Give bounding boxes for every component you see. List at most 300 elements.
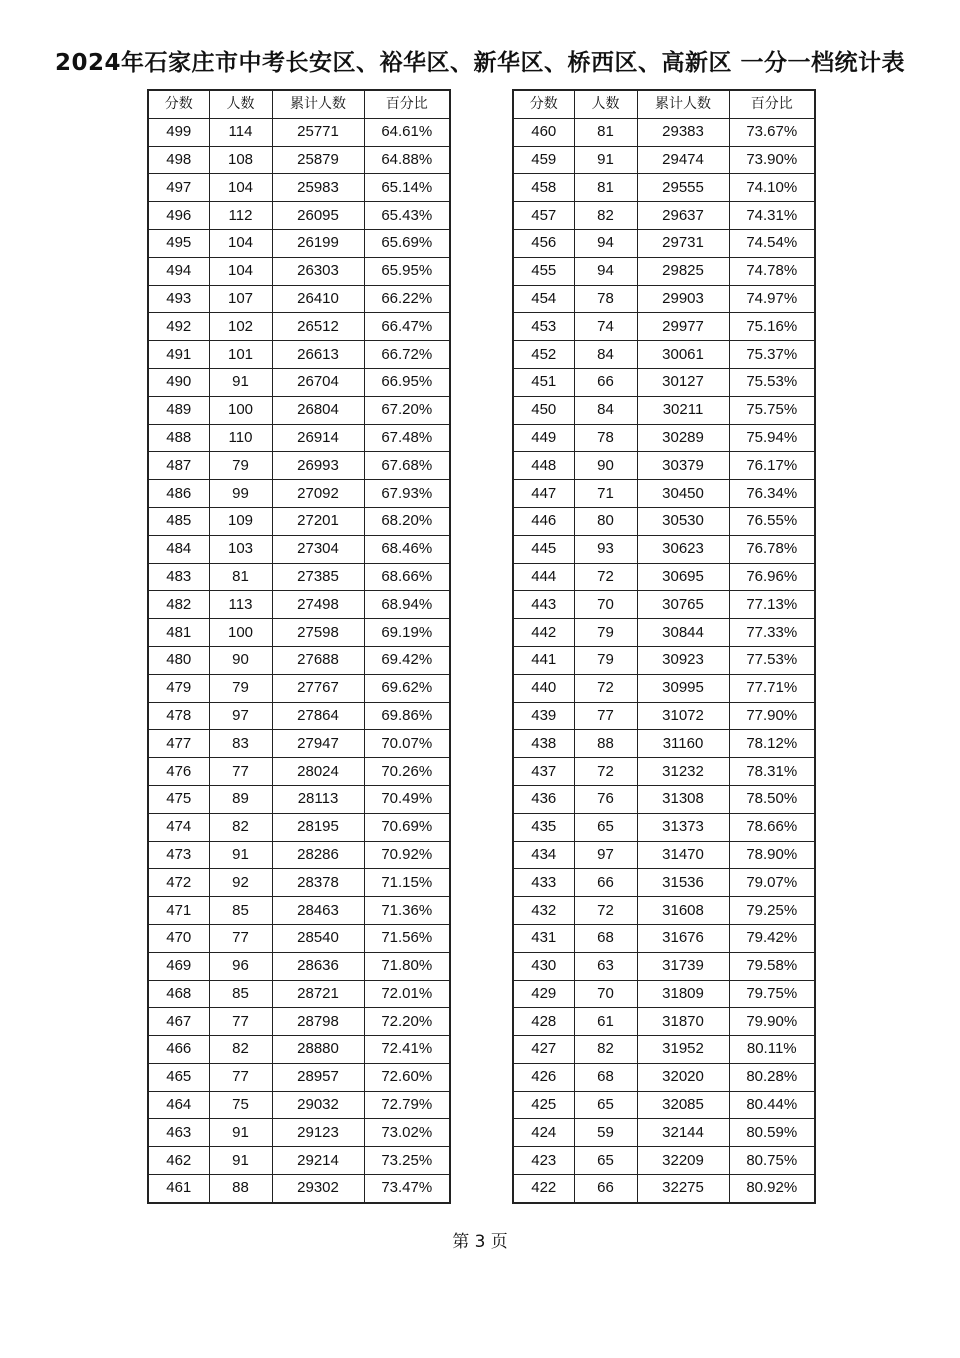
table-row bbox=[513, 730, 815, 758]
cell-percent: 66.22% bbox=[364, 285, 450, 313]
cell-cumulative: 29123 bbox=[272, 1119, 364, 1147]
cell-count: 93 bbox=[574, 535, 637, 563]
cell-count: 72 bbox=[574, 674, 637, 702]
table-row bbox=[148, 424, 450, 452]
cell-count: 83 bbox=[209, 730, 272, 758]
cell-score: 472 bbox=[148, 869, 209, 897]
cell-percent: 67.48% bbox=[364, 424, 450, 452]
table-row bbox=[148, 1063, 450, 1091]
cell-score: 470 bbox=[148, 924, 209, 952]
table-row bbox=[513, 952, 815, 980]
cell-count: 100 bbox=[209, 396, 272, 424]
cell-count: 94 bbox=[574, 229, 637, 257]
cell-percent: 78.50% bbox=[729, 785, 815, 813]
cell-count: 92 bbox=[209, 869, 272, 897]
cell-cumulative: 29214 bbox=[272, 1147, 364, 1175]
cell-score: 459 bbox=[513, 146, 574, 174]
table-row bbox=[513, 869, 815, 897]
cell-cumulative: 28540 bbox=[272, 924, 364, 952]
cell-score: 464 bbox=[148, 1091, 209, 1119]
cell-count: 97 bbox=[209, 702, 272, 730]
table-row bbox=[148, 674, 450, 702]
table-row bbox=[148, 341, 450, 369]
cell-percent: 75.16% bbox=[729, 313, 815, 341]
cell-count: 72 bbox=[574, 563, 637, 591]
cell-score: 458 bbox=[513, 174, 574, 202]
table-row bbox=[148, 758, 450, 786]
cell-percent: 75.75% bbox=[729, 396, 815, 424]
cell-score: 480 bbox=[148, 646, 209, 674]
cell-cumulative: 30127 bbox=[637, 368, 729, 396]
cell-score: 498 bbox=[148, 146, 209, 174]
cell-score: 481 bbox=[148, 619, 209, 647]
cell-count: 113 bbox=[209, 591, 272, 619]
cell-percent: 72.60% bbox=[364, 1063, 450, 1091]
cell-cumulative: 28880 bbox=[272, 1036, 364, 1064]
cell-count: 82 bbox=[574, 202, 637, 230]
cell-percent: 77.90% bbox=[729, 702, 815, 730]
table-row bbox=[513, 841, 815, 869]
cell-score: 457 bbox=[513, 202, 574, 230]
cell-cumulative: 29731 bbox=[637, 229, 729, 257]
cell-score: 444 bbox=[513, 563, 574, 591]
table-row bbox=[148, 1008, 450, 1036]
cell-count: 96 bbox=[209, 952, 272, 980]
cell-cumulative: 31232 bbox=[637, 758, 729, 786]
cell-count: 112 bbox=[209, 202, 272, 230]
table-row bbox=[148, 730, 450, 758]
cell-percent: 74.10% bbox=[729, 174, 815, 202]
cell-cumulative: 27598 bbox=[272, 619, 364, 647]
cell-cumulative: 28636 bbox=[272, 952, 364, 980]
cell-cumulative: 27947 bbox=[272, 730, 364, 758]
cell-cumulative: 31739 bbox=[637, 952, 729, 980]
cell-percent: 70.07% bbox=[364, 730, 450, 758]
cell-percent: 68.46% bbox=[364, 535, 450, 563]
cell-count: 108 bbox=[209, 146, 272, 174]
header-cumulative: 累计人数 bbox=[637, 90, 729, 118]
cell-cumulative: 27201 bbox=[272, 507, 364, 535]
cell-score: 488 bbox=[148, 424, 209, 452]
cell-score: 430 bbox=[513, 952, 574, 980]
cell-count: 90 bbox=[574, 452, 637, 480]
cell-percent: 71.56% bbox=[364, 924, 450, 952]
cell-count: 66 bbox=[574, 869, 637, 897]
cell-score: 461 bbox=[148, 1175, 209, 1203]
cell-score: 455 bbox=[513, 257, 574, 285]
cell-score: 492 bbox=[148, 313, 209, 341]
cell-score: 427 bbox=[513, 1036, 574, 1064]
cell-count: 104 bbox=[209, 257, 272, 285]
table-row bbox=[148, 174, 450, 202]
cell-cumulative: 25771 bbox=[272, 118, 364, 146]
table-row bbox=[148, 452, 450, 480]
table-row bbox=[513, 313, 815, 341]
cell-cumulative: 29903 bbox=[637, 285, 729, 313]
cell-percent: 69.19% bbox=[364, 619, 450, 647]
cell-count: 94 bbox=[574, 257, 637, 285]
cell-cumulative: 26303 bbox=[272, 257, 364, 285]
cell-score: 494 bbox=[148, 257, 209, 285]
table-header-row bbox=[513, 90, 815, 118]
cell-count: 109 bbox=[209, 507, 272, 535]
cell-count: 107 bbox=[209, 285, 272, 313]
table-row bbox=[148, 563, 450, 591]
table-row bbox=[513, 758, 815, 786]
cell-count: 77 bbox=[209, 758, 272, 786]
cell-cumulative: 26095 bbox=[272, 202, 364, 230]
cell-score: 460 bbox=[513, 118, 574, 146]
table-row bbox=[513, 118, 815, 146]
cell-count: 97 bbox=[574, 841, 637, 869]
cell-percent: 71.80% bbox=[364, 952, 450, 980]
table-row bbox=[513, 202, 815, 230]
cell-score: 447 bbox=[513, 480, 574, 508]
cell-percent: 78.66% bbox=[729, 813, 815, 841]
cell-cumulative: 32209 bbox=[637, 1147, 729, 1175]
cell-score: 469 bbox=[148, 952, 209, 980]
cell-count: 70 bbox=[574, 980, 637, 1008]
cell-cumulative: 30995 bbox=[637, 674, 729, 702]
table-row bbox=[148, 229, 450, 257]
cell-count: 82 bbox=[209, 1036, 272, 1064]
cell-score: 441 bbox=[513, 646, 574, 674]
cell-percent: 67.93% bbox=[364, 480, 450, 508]
cell-score: 446 bbox=[513, 507, 574, 535]
cell-percent: 76.34% bbox=[729, 480, 815, 508]
cell-cumulative: 31809 bbox=[637, 980, 729, 1008]
table-row bbox=[148, 924, 450, 952]
cell-cumulative: 28113 bbox=[272, 785, 364, 813]
cell-cumulative: 29383 bbox=[637, 118, 729, 146]
cell-count: 82 bbox=[209, 813, 272, 841]
cell-percent: 77.13% bbox=[729, 591, 815, 619]
cell-cumulative: 32275 bbox=[637, 1175, 729, 1203]
table-row bbox=[513, 452, 815, 480]
cell-count: 76 bbox=[574, 785, 637, 813]
table-row bbox=[148, 897, 450, 925]
cell-cumulative: 28463 bbox=[272, 897, 364, 925]
cell-count: 79 bbox=[209, 674, 272, 702]
table-row bbox=[148, 813, 450, 841]
table-row bbox=[148, 396, 450, 424]
table-row bbox=[148, 480, 450, 508]
table-row bbox=[148, 118, 450, 146]
table-row bbox=[513, 897, 815, 925]
cell-percent: 64.61% bbox=[364, 118, 450, 146]
table-row bbox=[513, 257, 815, 285]
cell-count: 71 bbox=[574, 480, 637, 508]
cell-cumulative: 31308 bbox=[637, 785, 729, 813]
cell-score: 466 bbox=[148, 1036, 209, 1064]
cell-percent: 70.92% bbox=[364, 841, 450, 869]
cell-count: 104 bbox=[209, 229, 272, 257]
cell-score: 499 bbox=[148, 118, 209, 146]
cell-percent: 80.44% bbox=[729, 1091, 815, 1119]
table-row bbox=[148, 1119, 450, 1147]
table-row bbox=[513, 646, 815, 674]
cell-score: 487 bbox=[148, 452, 209, 480]
cell-count: 79 bbox=[574, 619, 637, 647]
cell-cumulative: 30061 bbox=[637, 341, 729, 369]
table-header-row bbox=[148, 90, 450, 118]
table-row bbox=[148, 368, 450, 396]
table-row bbox=[513, 424, 815, 452]
cell-score: 491 bbox=[148, 341, 209, 369]
cell-percent: 65.43% bbox=[364, 202, 450, 230]
cell-percent: 79.42% bbox=[729, 924, 815, 952]
cell-cumulative: 25983 bbox=[272, 174, 364, 202]
cell-cumulative: 30844 bbox=[637, 619, 729, 647]
cell-cumulative: 26199 bbox=[272, 229, 364, 257]
cell-percent: 69.86% bbox=[364, 702, 450, 730]
cell-score: 478 bbox=[148, 702, 209, 730]
cell-count: 68 bbox=[574, 924, 637, 952]
cell-score: 496 bbox=[148, 202, 209, 230]
cell-score: 463 bbox=[148, 1119, 209, 1147]
cell-cumulative: 29555 bbox=[637, 174, 729, 202]
cell-cumulative: 26804 bbox=[272, 396, 364, 424]
cell-cumulative: 29825 bbox=[637, 257, 729, 285]
cell-count: 65 bbox=[574, 1147, 637, 1175]
cell-score: 474 bbox=[148, 813, 209, 841]
cell-score: 451 bbox=[513, 368, 574, 396]
cell-percent: 69.42% bbox=[364, 646, 450, 674]
table-row bbox=[513, 1063, 815, 1091]
cell-count: 59 bbox=[574, 1119, 637, 1147]
table-row bbox=[148, 535, 450, 563]
cell-percent: 71.36% bbox=[364, 897, 450, 925]
cell-cumulative: 26993 bbox=[272, 452, 364, 480]
cell-cumulative: 30695 bbox=[637, 563, 729, 591]
cell-score: 425 bbox=[513, 1091, 574, 1119]
cell-cumulative: 30923 bbox=[637, 646, 729, 674]
cell-percent: 74.54% bbox=[729, 229, 815, 257]
cell-count: 65 bbox=[574, 813, 637, 841]
cell-count: 104 bbox=[209, 174, 272, 202]
cell-score: 477 bbox=[148, 730, 209, 758]
cell-percent: 79.90% bbox=[729, 1008, 815, 1036]
cell-percent: 79.75% bbox=[729, 980, 815, 1008]
cell-count: 77 bbox=[209, 924, 272, 952]
table-row bbox=[513, 980, 815, 1008]
cell-score: 465 bbox=[148, 1063, 209, 1091]
cell-cumulative: 30379 bbox=[637, 452, 729, 480]
cell-percent: 68.94% bbox=[364, 591, 450, 619]
cell-count: 100 bbox=[209, 619, 272, 647]
cell-score: 495 bbox=[148, 229, 209, 257]
header-count: 人数 bbox=[574, 90, 637, 118]
cell-percent: 73.02% bbox=[364, 1119, 450, 1147]
table-row bbox=[148, 146, 450, 174]
cell-cumulative: 26512 bbox=[272, 313, 364, 341]
cell-percent: 76.55% bbox=[729, 507, 815, 535]
cell-cumulative: 31536 bbox=[637, 869, 729, 897]
table-row bbox=[148, 646, 450, 674]
cell-count: 65 bbox=[574, 1091, 637, 1119]
cell-percent: 65.69% bbox=[364, 229, 450, 257]
table-row bbox=[513, 341, 815, 369]
score-table-right bbox=[512, 89, 816, 1204]
table-row bbox=[513, 229, 815, 257]
table-row bbox=[513, 674, 815, 702]
table-row bbox=[513, 1119, 815, 1147]
cell-count: 82 bbox=[574, 1036, 637, 1064]
cell-percent: 74.31% bbox=[729, 202, 815, 230]
cell-percent: 70.69% bbox=[364, 813, 450, 841]
cell-score: 437 bbox=[513, 758, 574, 786]
cell-score: 493 bbox=[148, 285, 209, 313]
cell-count: 89 bbox=[209, 785, 272, 813]
cell-percent: 72.79% bbox=[364, 1091, 450, 1119]
cell-score: 462 bbox=[148, 1147, 209, 1175]
cell-percent: 66.47% bbox=[364, 313, 450, 341]
cell-percent: 73.90% bbox=[729, 146, 815, 174]
cell-cumulative: 28798 bbox=[272, 1008, 364, 1036]
cell-percent: 64.88% bbox=[364, 146, 450, 174]
cell-cumulative: 26613 bbox=[272, 341, 364, 369]
cell-percent: 77.33% bbox=[729, 619, 815, 647]
cell-count: 74 bbox=[574, 313, 637, 341]
table-row bbox=[513, 174, 815, 202]
cell-count: 85 bbox=[209, 897, 272, 925]
cell-score: 448 bbox=[513, 452, 574, 480]
cell-cumulative: 31608 bbox=[637, 897, 729, 925]
cell-count: 66 bbox=[574, 1175, 637, 1203]
table-row bbox=[148, 1175, 450, 1203]
cell-count: 78 bbox=[574, 424, 637, 452]
header-cumulative: 累计人数 bbox=[272, 90, 364, 118]
cell-cumulative: 31072 bbox=[637, 702, 729, 730]
cell-cumulative: 31676 bbox=[637, 924, 729, 952]
table-row bbox=[148, 313, 450, 341]
table-row bbox=[513, 146, 815, 174]
cell-cumulative: 29977 bbox=[637, 313, 729, 341]
cell-count: 110 bbox=[209, 424, 272, 452]
table-row bbox=[513, 1091, 815, 1119]
cell-percent: 65.95% bbox=[364, 257, 450, 285]
cell-count: 72 bbox=[574, 897, 637, 925]
cell-cumulative: 25879 bbox=[272, 146, 364, 174]
cell-cumulative: 29032 bbox=[272, 1091, 364, 1119]
cell-percent: 75.37% bbox=[729, 341, 815, 369]
cell-cumulative: 28957 bbox=[272, 1063, 364, 1091]
cell-cumulative: 26410 bbox=[272, 285, 364, 313]
table-row bbox=[513, 1175, 815, 1203]
cell-percent: 77.53% bbox=[729, 646, 815, 674]
cell-count: 91 bbox=[574, 146, 637, 174]
cell-count: 101 bbox=[209, 341, 272, 369]
cell-count: 80 bbox=[574, 507, 637, 535]
cell-score: 435 bbox=[513, 813, 574, 841]
cell-cumulative: 27092 bbox=[272, 480, 364, 508]
cell-count: 91 bbox=[209, 1119, 272, 1147]
cell-count: 84 bbox=[574, 341, 637, 369]
cell-count: 114 bbox=[209, 118, 272, 146]
table-row bbox=[513, 619, 815, 647]
table-row bbox=[513, 368, 815, 396]
cell-cumulative: 28721 bbox=[272, 980, 364, 1008]
cell-score: 431 bbox=[513, 924, 574, 952]
cell-count: 91 bbox=[209, 1147, 272, 1175]
cell-percent: 79.58% bbox=[729, 952, 815, 980]
cell-cumulative: 27304 bbox=[272, 535, 364, 563]
cell-percent: 67.20% bbox=[364, 396, 450, 424]
table-row bbox=[148, 507, 450, 535]
cell-percent: 78.31% bbox=[729, 758, 815, 786]
cell-score: 442 bbox=[513, 619, 574, 647]
cell-score: 497 bbox=[148, 174, 209, 202]
table-row bbox=[513, 591, 815, 619]
cell-count: 81 bbox=[209, 563, 272, 591]
table-row bbox=[513, 480, 815, 508]
cell-count: 66 bbox=[574, 368, 637, 396]
cell-percent: 80.92% bbox=[729, 1175, 815, 1203]
cell-count: 81 bbox=[574, 118, 637, 146]
cell-percent: 70.26% bbox=[364, 758, 450, 786]
cell-cumulative: 28286 bbox=[272, 841, 364, 869]
table-row bbox=[148, 1091, 450, 1119]
cell-cumulative: 27688 bbox=[272, 646, 364, 674]
cell-score: 434 bbox=[513, 841, 574, 869]
header-percent: 百分比 bbox=[364, 90, 450, 118]
cell-cumulative: 31870 bbox=[637, 1008, 729, 1036]
score-table-left bbox=[147, 89, 451, 1204]
cell-cumulative: 29474 bbox=[637, 146, 729, 174]
cell-percent: 72.41% bbox=[364, 1036, 450, 1064]
cell-count: 77 bbox=[209, 1063, 272, 1091]
cell-score: 452 bbox=[513, 341, 574, 369]
cell-score: 423 bbox=[513, 1147, 574, 1175]
cell-cumulative: 30289 bbox=[637, 424, 729, 452]
cell-score: 489 bbox=[148, 396, 209, 424]
cell-count: 63 bbox=[574, 952, 637, 980]
cell-percent: 74.97% bbox=[729, 285, 815, 313]
cell-percent: 70.49% bbox=[364, 785, 450, 813]
cell-count: 90 bbox=[209, 646, 272, 674]
cell-cumulative: 29302 bbox=[272, 1175, 364, 1203]
table-row bbox=[513, 535, 815, 563]
cell-percent: 68.20% bbox=[364, 507, 450, 535]
cell-cumulative: 30211 bbox=[637, 396, 729, 424]
table-row bbox=[148, 841, 450, 869]
cell-score: 483 bbox=[148, 563, 209, 591]
cell-score: 479 bbox=[148, 674, 209, 702]
cell-score: 422 bbox=[513, 1175, 574, 1203]
header-score: 分数 bbox=[148, 90, 209, 118]
cell-percent: 77.71% bbox=[729, 674, 815, 702]
cell-score: 424 bbox=[513, 1119, 574, 1147]
cell-cumulative: 27864 bbox=[272, 702, 364, 730]
cell-percent: 67.68% bbox=[364, 452, 450, 480]
table-row bbox=[148, 619, 450, 647]
page-number: 第 3 页 bbox=[452, 1232, 508, 1252]
cell-count: 88 bbox=[209, 1175, 272, 1203]
cell-count: 99 bbox=[209, 480, 272, 508]
cell-percent: 65.14% bbox=[364, 174, 450, 202]
cell-score: 475 bbox=[148, 785, 209, 813]
cell-score: 439 bbox=[513, 702, 574, 730]
cell-cumulative: 26704 bbox=[272, 368, 364, 396]
cell-percent: 80.11% bbox=[729, 1036, 815, 1064]
cell-cumulative: 31160 bbox=[637, 730, 729, 758]
cell-cumulative: 26914 bbox=[272, 424, 364, 452]
cell-score: 436 bbox=[513, 785, 574, 813]
table-row bbox=[148, 980, 450, 1008]
cell-percent: 80.59% bbox=[729, 1119, 815, 1147]
cell-cumulative: 32144 bbox=[637, 1119, 729, 1147]
cell-score: 454 bbox=[513, 285, 574, 313]
